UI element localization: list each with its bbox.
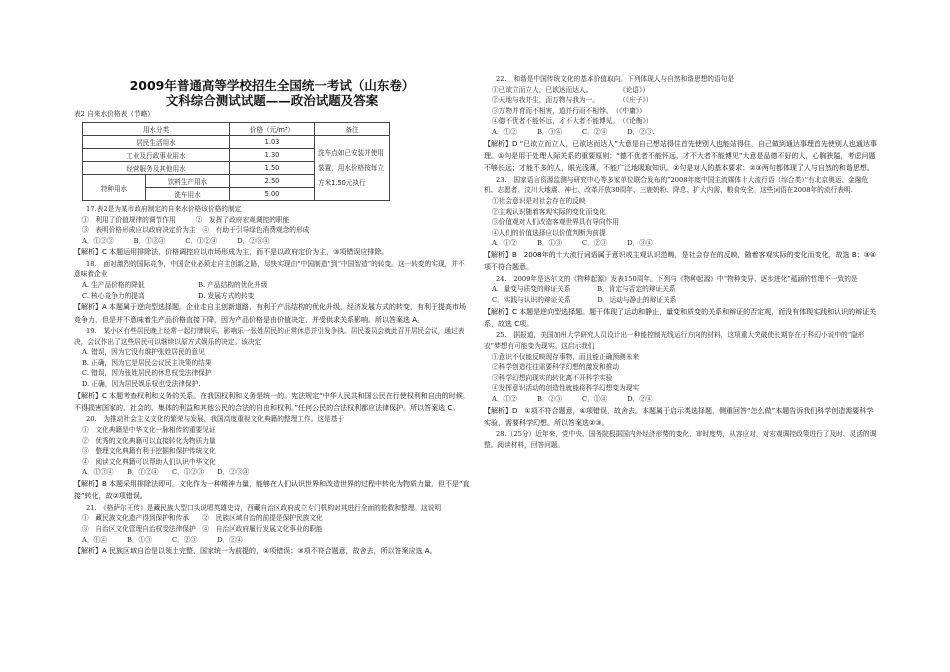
table-row: [83, 136, 390, 149]
option-line: A．①② B．③④ C．②④ D．②③.: [492, 127, 655, 136]
option-line: ②天地与我并生，而万物与我为一。 （《庄子》）: [492, 96, 653, 105]
exam-subtitle: 文科综合测试试题——政治试题及答案: [165, 93, 379, 108]
option-line: ① 利用了价值规律的调节作用 ② 发挥了政府宏观调控的职能: [82, 215, 290, 224]
question-19: 19. 某小区有些居民晚上经常一起打牌娱乐，影响乐一张姓居民的正常休息并引发争执。居民委员会就此召开居民会议，通过表决，会议作出了这些居民可以继续以原方式娱乐的决定。该决定: [74, 326, 465, 346]
answer-23: 【解析】B 2008年的十大流行词语属于意识或主观认识范畴，是社会存在的反映，随着客观实际的变化而变化，故选 B；③④项不符合题意。: [484, 250, 877, 272]
header-category: 用水分类: [83, 123, 230, 136]
header-note: 备注: [315, 123, 390, 136]
question-22: 22. 和谐是中国传统文化的基本价值取向。下列体现人与自然和谐思想的语句是: [496, 75, 735, 83]
cell-category: 饮料生产用水: [146, 175, 230, 188]
option-line: A．量变与质变的辩证关系 B．肯定与否定的辩证关系: [492, 285, 676, 294]
option-line: ② 优秀的文化典籍可以直接转化为物质力量: [82, 436, 216, 445]
cell-category: 工业及行政事业用水: [83, 149, 230, 162]
option-line: A. 生产品价格的降低 B. 产品结构的优化升级: [82, 280, 268, 289]
cell-category: 居民生活用水: [83, 136, 230, 149]
question-28: 28.（25分）近年来，党中央、国务院根据国内外经济形势的变化，审时度势，从容应对，对宏观调控政策进行了及时、灵活的调整。阅读材料，回答问题。: [484, 430, 877, 449]
cell-price: 1.03: [230, 136, 315, 149]
answer-20: 【解析】B 本题采用排除法即可。文化作为一种精神力量，能够在人们认识世界和改造世界的过程中转化为物质力量，但不是“直接”转化，故②项错误。: [74, 479, 470, 501]
water-price-table: [82, 122, 390, 201]
question-23: 23. 国家语言资源监测与研究中心等多家单位联合发布的“2008年度中国主流媒体十大流行语（综合类）”有北京奥运、金融危机、志愿者、汶川大地震、神七、改革开放30周年、三鹿奶粉、降息、扩大内需、粮食安全。这些词语在2008年的流行表明.: [484, 175, 869, 195]
option-line: ③万物并育而不相害，道并行而不相悖。 （《中庸》）: [492, 106, 646, 115]
option-line: ④发挥意识活动的创造性就能将科学幻想变为现实: [492, 384, 640, 393]
cell-price: 1.30: [230, 149, 315, 162]
option-line: C. 错误，因为张姓居民的休息权受法律保护: [82, 369, 212, 378]
cell-price: 5.00: [230, 188, 315, 201]
table-header-row: [83, 123, 390, 136]
answer-21: 【解析】A 民族区域自治是以领土完整、国家统一为前提的，②项错误；③项不符合题意，故舍去，所以答案应选 A。: [74, 547, 437, 556]
cell-price: 2.50: [230, 175, 315, 188]
header-price: 价格（元/m³）: [230, 123, 315, 136]
answer-24: 【解析】C 本题是逆向型选择题。题干体现了运动和静止，量变和质变的关系和辩证的否定观，而没有体现实践和认识的辩证关系，故选 C项。: [484, 307, 877, 328]
option-line: ④德不优者不能怀远，才不大者不能博见。 （《论衡》）: [492, 117, 653, 126]
option-line: A．①②③ B．①③④ C．①②④ D．②③④: [82, 236, 270, 245]
question-25: 25. 据报道，美国加州大学研究人员设计出一种能控制光线运行方向的材料，这项重大突破使长期存在于科幻小说中的“隐形衣”梦想有可能变为现实。这启示我们: [484, 331, 865, 350]
cell-category: 洗车用水: [146, 188, 230, 201]
option-line: ④人们的价值选择应以价值判断为前提: [492, 228, 606, 237]
option-line: ④ 阅读文化典籍可以帮助人们认识中华文化: [82, 457, 216, 466]
option-line: B. 正确，因为它是居民会议民主决策的结果: [82, 358, 212, 367]
answer-22: 【解析】D “已欲立而立人，已欲达而达人”大意是自己想站得住首先使别人也能站得住，自己做到通达事理首先使别人也通达事理。①句是用于处理人际关系的重要原则；“德不优者不能怀远，才不大者不能博见”大意是品德不好的人，心胸狭隘，考虑问题不够长远；才能不多的人，眼光浅薄，不能广泛地吸取知识。②句是对人的基本要求；②③两句都体现了人与自然的和谐思想。: [484, 139, 877, 173]
option-line: D. 正确，因为居民娱乐权也受法律保护.: [82, 379, 201, 388]
option-line: ① 藏民族文化遗产得到保护和传承 ② 民族区域自治的前提是保护民族文化: [82, 514, 323, 523]
option-line: A．①④ B．①③ C．②③ D．②④: [82, 535, 243, 544]
option-line: A．①③④ B．①②④ C．①②③ D．②③④: [82, 468, 250, 477]
option-line: ③ 表明价格形成应以政府决定价为主 ④ 有助于引导绿色消费观念的形成: [82, 226, 310, 235]
cell-price: 1.50: [230, 162, 315, 175]
cell-category: 经营服务及其他用水: [83, 162, 230, 175]
option-line: ③价值观对人们改造客观世界具有导向作用: [492, 218, 620, 227]
option-line: ②科学创造往往需要科学幻想的激发和推动: [492, 363, 620, 372]
option-line: ①意识不仅能反映现存事物，而且能正确预测未来: [492, 352, 640, 361]
question-17: 17.表2是为某市政府制定的自来水价格该价格的制定: [86, 205, 242, 213]
answer-18: 【解析】A 本题属于逆向型选择题。企业走自主创新道路，有利于产品结构的优化升级，经济发展方式的转变，有利于提高市场竞争力，但是并不意味着生产品价格直接下降，因为产品价格是由价值决定，并受供求关系影响。所以答案选 A。: [74, 303, 467, 324]
question-20: 20. 为推动社会主义文化的繁荣与发展，我国高度重视文化典籍的整理工作。这是基于: [86, 415, 345, 424]
option-line: ③ 整理文化典籍有利于挖掘和保护传统文化: [82, 447, 216, 456]
option-line: C．实践与认识的辩证关系 D．运动与静止的辩证关系: [492, 295, 677, 304]
option-line: ②主观认识随着客观实际的变化而变化: [492, 207, 606, 216]
option-line: A. 错误，因为它没有维护张姓居民的意见: [82, 348, 205, 357]
option-line: ①社会意识是对社会存在的反映: [492, 196, 586, 205]
option-line: A．①② B．①③ C．②③ D．③④: [492, 239, 653, 248]
answer-25: 【解析】D ①项不符合题意，④项错误，故舍去。本题属于启示类选择题，侧重回答“怎么做”本题告诉我们科学创造需要科学实验，需要科学幻想。所以答案选②③。: [484, 406, 874, 427]
question-21: 21. 《格萨尔王传》是藏民族大型口头说唱英雄史诗，西藏自治区政府成立专门机构对其进行全面的抢救和整理。这说明: [86, 503, 442, 512]
answer-17: 【解析】C 本题运用排除法，价格调控应以市场形成为主，而不是以政府定价为主，③项错误应排除。: [74, 248, 389, 257]
cell-note: 洗车点如已安装并使用装置，用水价格按每立方米1.50元执行: [315, 136, 390, 201]
question-24: 24. 2009年是达尔文的《物种起源》发表150周年。下列与《物种起源》中“物种变异、逐步进化”蕴涵的哲理不一致的是: [496, 274, 858, 283]
option-line: ①已欲立而立人，已欲达而达人。 《论语》）: [492, 85, 650, 94]
option-line: ③科学幻想向现实的转化离不开科学实验: [492, 373, 613, 382]
table-caption: 表2 自来水价格表（节略）: [74, 110, 154, 118]
question-18: 18. 面对激烈的国际竞争，中国企业必须走自主创新之路，尽快实现由“中国制造”到“中国智造”的转变。这一转变的实现，并不意味着企业: [74, 259, 465, 279]
option-line: ① 文化典籍是中华文化一脉相传的重要见证: [82, 425, 216, 434]
answer-19: 【解析】C 本题考查权利和义务的关系。在我国权利和义务是统一的。宪法规定“中华人民共和国公民在行使权利和自由的时候，不得损害国家的、社会的、集体的利益和其他公民的合法的自由和权利。”任何公民的合法权利都应法律保护。所以答案选 C。: [74, 391, 470, 412]
option-line: ③ 自治区文化管理自治权受法律保护 ④ 自治区政府履行发展文化事业的职能: [82, 524, 323, 533]
exam-title: 2009年普通高等学校招生全国统一考试（山东卷）: [129, 78, 415, 93]
option-line: C. 核心竞争力的提高 D. 发展方式的转变: [82, 291, 255, 300]
cell-special: 特种用水: [83, 175, 146, 201]
option-line: A．①② B．②③ C．①④ D．②④: [492, 394, 653, 403]
